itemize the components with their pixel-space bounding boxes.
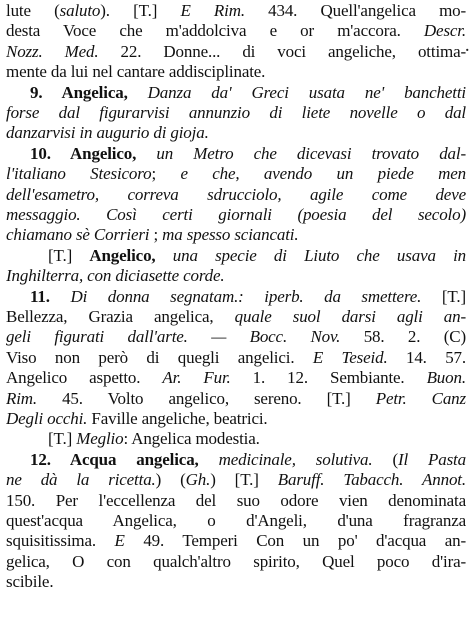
text-line	[6, 367, 466, 389]
text-run: ). [T.]	[100, 1, 181, 20]
italic-text: E Rim.	[180, 1, 245, 20]
text-line	[6, 347, 466, 369]
text-run: : Angelica modestia.	[123, 429, 260, 449]
italic-text: Baruff. Tabacch. Annot.	[277, 470, 466, 490]
italic-text: Di donna segnatam.: iperb. da smettere.	[70, 286, 422, 306]
text-line	[6, 224, 466, 246]
text-line	[6, 122, 466, 144]
italic-text: Rim.	[6, 388, 38, 408]
text-run: 45. Volto angelico, sereno. [T.]	[37, 388, 376, 408]
text-run: ) [T.]	[210, 470, 278, 490]
italic-text: forse dal figurarvisi annunzio di liete novelle o dal	[6, 103, 466, 122]
text-line	[6, 469, 466, 491]
text-line	[6, 326, 466, 348]
text-run: [T.]	[421, 286, 466, 306]
text-run: gelica, O con qualch'altro spirito, Quel poco d'ira-	[6, 551, 466, 571]
text-run: ) (	[155, 470, 186, 490]
text-line	[30, 143, 466, 165]
italic-text: Degli occhi.	[6, 409, 88, 428]
italic-text: dell'esametro, correva sdrucciolo, agile come deve	[6, 184, 466, 204]
italic-text: e che, avendo un piede men	[180, 164, 466, 184]
headword: 12. Acqua angelica,	[30, 449, 199, 469]
text-run: 22. Donne... di voci angeliche, ottima-	[98, 41, 466, 61]
italic-text: messaggio. Così certi giornali (poesia del secolo)	[6, 205, 466, 224]
text-line	[6, 408, 466, 430]
text-line	[6, 490, 466, 512]
italic-text: Descr.	[423, 21, 466, 41]
text-run: 1. 12. Sembiante.	[230, 368, 427, 388]
text-line	[6, 571, 466, 593]
text-run: squisitissima.	[6, 531, 115, 551]
text-run: quest'acqua Angelica, o d'Angeli, d'una fragranza	[6, 511, 466, 530]
italic-text: medicinale, solutiva.	[198, 449, 373, 469]
italic-text: ma spesso sciancati.	[162, 225, 299, 245]
text-line	[48, 428, 466, 450]
italic-text: Inghilterra, con diciasette corde.	[6, 266, 225, 286]
text-run: Angelico aspetto.	[6, 368, 163, 388]
italic-text: Danza da' Greci usata ne' banchetti	[127, 82, 466, 102]
text-run: 49. Temperi Con un po' d'acqua an-	[124, 531, 466, 551]
text-line	[30, 449, 466, 471]
margin-mark: .	[465, 40, 469, 55]
text-line	[6, 551, 466, 573]
text-run: [T.]	[48, 429, 77, 449]
text-line	[6, 0, 466, 22]
italic-text: Buon.	[426, 368, 466, 388]
italic-text: E	[114, 531, 125, 551]
text-line	[6, 306, 466, 328]
text-run: mente da lui nel cantare addisciplinate.	[6, 62, 266, 82]
italic-text: Il Pasta	[397, 449, 466, 469]
text-line	[6, 510, 466, 532]
italic-text: Petr. Canz	[375, 388, 466, 408]
text-run: 58. 2. (C)	[340, 327, 466, 347]
italic-text: una specie di Liuto che usava in	[155, 245, 466, 265]
headword: 9. Angelica,	[30, 82, 128, 102]
text-run: lute (	[6, 1, 60, 20]
text-line	[6, 102, 466, 124]
text-line	[48, 245, 466, 267]
text-line	[6, 530, 466, 552]
text-run: 434. Quell'angelica mo-	[244, 1, 466, 20]
italic-text: E Teseid.	[312, 347, 388, 367]
italic-text: danzarvisi in augurio di gioja.	[6, 123, 209, 143]
italic-text: saluto	[59, 1, 101, 20]
text-run: 150. Per l'eccellenza del suo odore vien denominata	[6, 490, 466, 510]
text-run: ;	[149, 225, 163, 245]
text-line	[6, 204, 466, 226]
italic-text: chiamano sè Corrieri	[6, 225, 150, 245]
text-run: desta Voce che m'addolciva e or m'accora.	[6, 21, 424, 41]
text-run: Bellezza, Grazia angelica,	[6, 307, 235, 326]
text-run: scibile.	[6, 572, 54, 592]
italic-text: un Metro che dicevasi trovato dal-	[136, 143, 466, 163]
text-run: (	[372, 449, 398, 469]
italic-text: Ar. Fur.	[162, 368, 231, 388]
italic-text: l'italiano Stesicoro	[6, 164, 152, 184]
italic-text: ne dà la ricetta.	[6, 470, 156, 490]
italic-text: Meglio	[76, 429, 124, 449]
text-line	[6, 20, 466, 42]
text-line	[6, 163, 466, 185]
text-run: Viso non però di quegli angelici.	[6, 347, 313, 367]
text-line	[6, 61, 466, 83]
headword: 10. Angelico,	[30, 143, 137, 163]
text-run: [T.]	[48, 245, 90, 265]
italic-text: quale suol darsi agli an-	[234, 307, 466, 326]
italic-text: Nozz. Med.	[6, 41, 99, 61]
italic-text: geli figurati dall'arte. — Bocc. Nov.	[6, 327, 341, 347]
headword: Angelico,	[89, 245, 156, 265]
italic-text: Gh.	[185, 470, 211, 490]
text-line	[6, 184, 466, 206]
text-line	[6, 388, 466, 410]
headword: 11.	[30, 286, 71, 306]
text-run: ;	[151, 164, 181, 184]
text-run: 14. 57.	[387, 347, 466, 367]
text-line	[6, 41, 466, 63]
text-line	[6, 265, 466, 287]
text-run: Faville angeliche, beatrici.	[87, 409, 268, 428]
text-line	[30, 286, 466, 308]
text-line	[30, 82, 466, 104]
